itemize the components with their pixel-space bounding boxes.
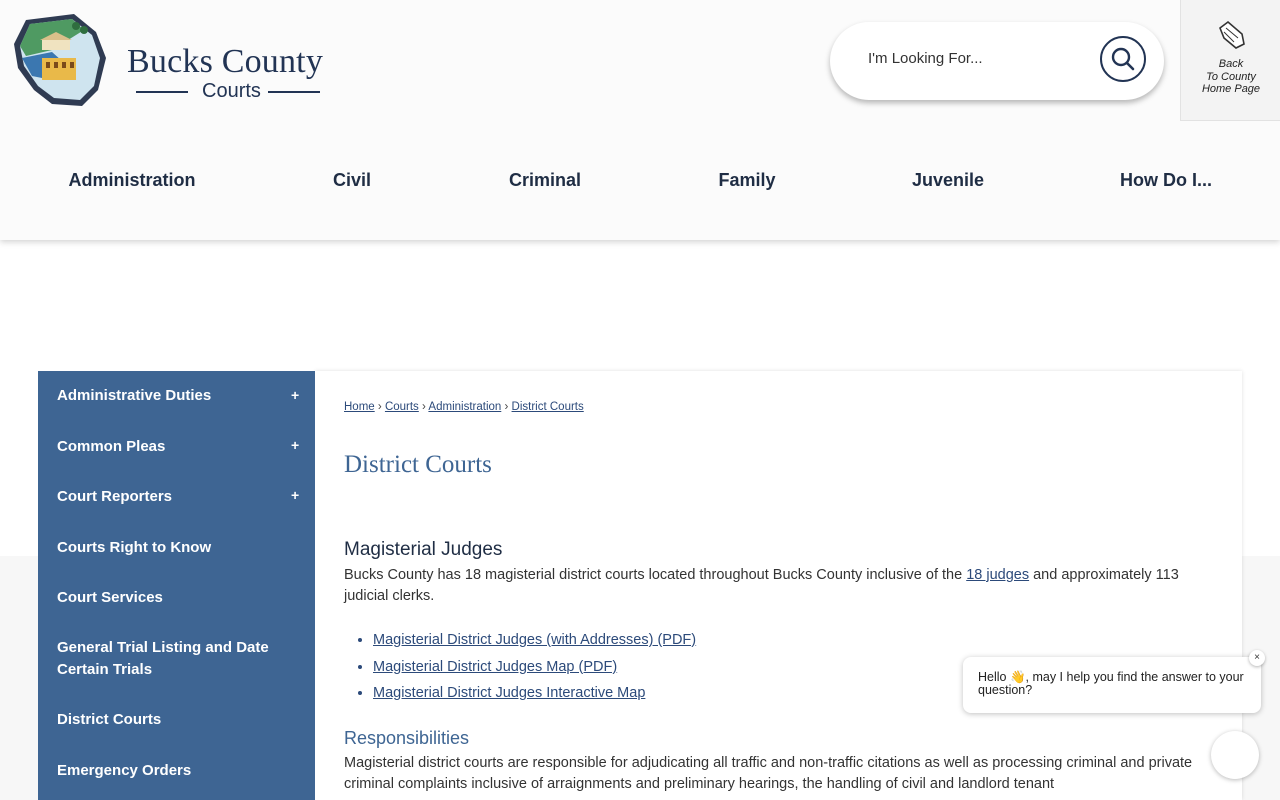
logo-divider-left [136, 91, 188, 93]
judges-paragraph [344, 565, 1224, 607]
nav-how-do-i[interactable]: How Do I... [1120, 170, 1212, 190]
logo-divider-right [268, 91, 320, 93]
sidebar-item-court-reporters[interactable]: Court Reporters [57, 488, 173, 505]
breadcrumb-separator: › [422, 401, 426, 413]
list-item [373, 627, 696, 654]
judges-text-before: Bucks County has 18 magisterial district courts located throughout Bucks County inclusive of the [344, 567, 967, 583]
breadcrumb-home[interactable]: Home [344, 401, 375, 413]
search-button[interactable] [1100, 36, 1146, 82]
nav-administration[interactable]: Administration [68, 170, 196, 190]
breadcrumb-courts[interactable]: Courts [384, 401, 419, 413]
sidebar-item-courts-right-to-know[interactable]: Courts Right to Know [57, 539, 212, 556]
breadcrumb-separator: › [504, 401, 509, 413]
logo-title: Bucks County [127, 43, 324, 80]
county-map-icon [1214, 18, 1248, 52]
search-icon [1102, 38, 1144, 80]
page-title: District Courts [344, 451, 492, 478]
expand-plus-icon[interactable]: + [291, 437, 300, 453]
site-logo[interactable] [12, 10, 332, 110]
county-seal-icon [12, 10, 112, 110]
nav-family[interactable]: Family [718, 170, 776, 190]
responsibilities-paragraph: Magisterial district courts are responsible for adjudicating all traffic and non-traffic citations as well as processing criminal and private criminal complaints inclusive of arraignments and preliminary hearings, the handling of civil and landlord tenant [344, 755, 1193, 792]
nav-juvenile[interactable]: Juvenile [911, 170, 985, 190]
search-input[interactable] [866, 49, 1090, 68]
sidebar-item-common-pleas[interactable]: Common Pleas [57, 438, 166, 455]
sidebar-item-general-trial-listing[interactable]: General Trial Listing and Date Certain Trials [57, 639, 269, 678]
breadcrumb-district-courts[interactable]: District Courts [511, 401, 584, 413]
expand-plus-icon[interactable]: + [291, 387, 300, 403]
back-link-text [1181, 58, 1280, 96]
sidebar-item-emergency-orders[interactable]: Emergency Orders [57, 762, 192, 779]
chat-greeting-bubble[interactable] [963, 657, 1261, 713]
list-item [373, 680, 696, 707]
judges-addresses-pdf-link[interactable]: Magisterial District Judges (with Addresses) (PDF) [373, 632, 697, 648]
responsibilities-heading: Responsibilities [344, 728, 470, 748]
judges-text-after: and approximately 113 judicial clerks. [344, 567, 1179, 604]
sidebar-nav [38, 371, 315, 800]
judges-map-pdf-link[interactable]: Magisterial District Judges Map (PDF) [373, 658, 618, 675]
back-to-county-link[interactable] [1180, 0, 1280, 121]
breadcrumb [344, 401, 584, 413]
magisterial-judges-heading: Magisterial Judges [344, 539, 503, 560]
nav-civil[interactable]: Civil [332, 170, 372, 190]
search-box [830, 22, 1164, 100]
back-link-line2: To County [1206, 70, 1256, 83]
back-link-line3: Home Page [1201, 83, 1261, 95]
sidebar-item-court-services[interactable]: Court Services [57, 589, 163, 606]
breadcrumb-administration[interactable]: Administration [428, 401, 502, 413]
main-content [315, 371, 1242, 800]
list-item [373, 654, 696, 681]
main-nav [0, 160, 1280, 204]
judges-links-list [344, 627, 696, 707]
back-link-line1: Back [1218, 58, 1244, 70]
chat-launcher-button[interactable] [1211, 731, 1259, 779]
expand-plus-icon[interactable]: + [291, 487, 300, 503]
18-judges-link[interactable]: 18 judges [966, 567, 1030, 583]
chat-close-icon[interactable]: × [1249, 650, 1265, 666]
sidebar-item-administrative-duties[interactable]: Administrative Duties [57, 387, 212, 404]
nav-criminal[interactable]: Criminal [508, 170, 582, 190]
judges-interactive-map-link[interactable]: Magisterial District Judges Interactive Map [373, 685, 646, 701]
chat-greeting-text: Hello 👋, may I help you find the answer to your question? [978, 670, 1244, 697]
sidebar-item-district-courts[interactable]: District Courts [57, 711, 162, 728]
site-header [0, 0, 1280, 240]
logo-subtitle: Courts [202, 80, 261, 102]
breadcrumb-separator: › [377, 401, 382, 413]
